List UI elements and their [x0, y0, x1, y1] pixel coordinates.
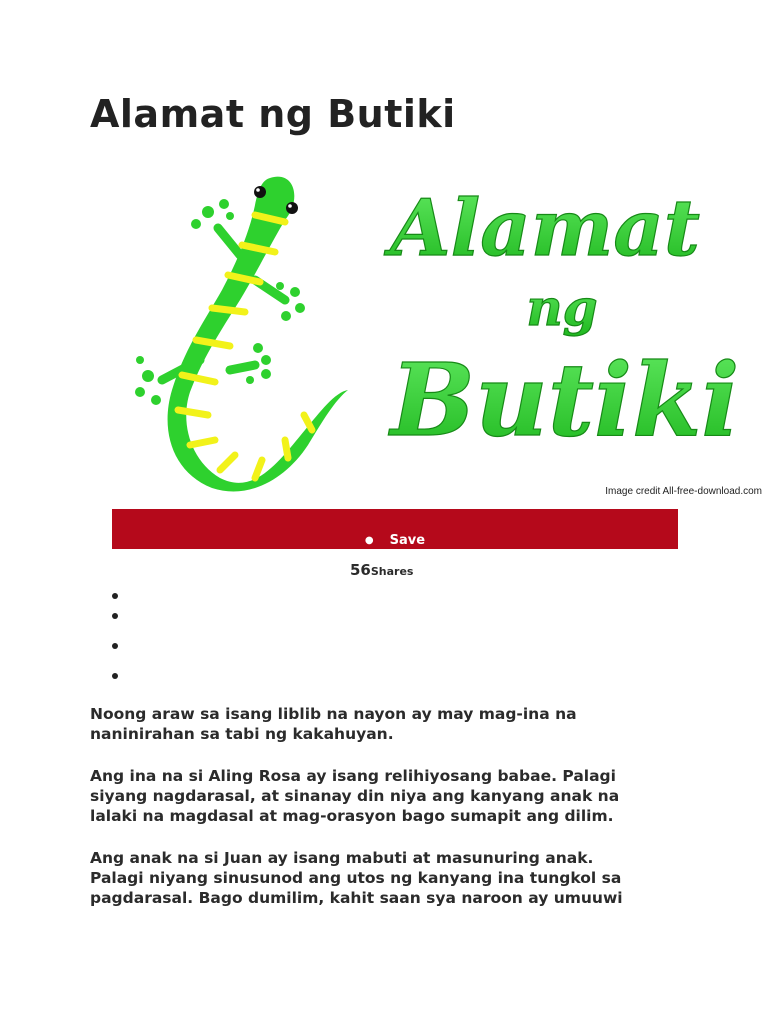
- share-count: [350, 560, 413, 579]
- share-link-bullet[interactable]: [112, 613, 118, 619]
- banner-title-line3: Butiki: [390, 341, 740, 459]
- bullet-icon: ●: [364, 534, 374, 546]
- share-count-label: Shares: [370, 565, 414, 578]
- share-link-bullet[interactable]: [112, 673, 118, 679]
- share-bar: [112, 509, 678, 549]
- share-count-number: 56: [350, 561, 371, 579]
- gecko-illustration: [90, 160, 768, 505]
- paragraph-line: Palagi niyang sinusunod ang utos ng kanyang ina tungkol sa: [90, 869, 622, 887]
- page-title: Alamat ng Butiki: [90, 92, 456, 136]
- paragraph-line: pagdarasal. Bago dumilim, kahit saan sya naroon ay umuuwi: [90, 889, 623, 907]
- banner-title-line2: ng: [526, 278, 598, 337]
- hero-image: [90, 160, 768, 505]
- share-link-bullet[interactable]: [112, 593, 118, 599]
- share-link-bullet[interactable]: [112, 643, 118, 649]
- story-paragraph: [90, 766, 690, 826]
- paragraph-line: lalaki na magdasal at mag-orasyon bago sumapit ang dilim.: [90, 807, 614, 825]
- paragraph-line: Noong araw sa isang liblib na nayon ay may mag-ina na: [90, 705, 577, 723]
- banner-title-line1: Alamat: [390, 183, 700, 274]
- gecko-icon: [135, 177, 348, 492]
- story-paragraph: [90, 848, 690, 908]
- save-label: Save: [389, 532, 426, 548]
- paragraph-line: Ang anak na si Juan ay isang mabuti at masunuring anak.: [90, 849, 594, 867]
- story-paragraph: [90, 704, 690, 744]
- save-button[interactable]: [365, 533, 425, 548]
- paragraph-line: naninirahan sa tabi ng kakahuyan.: [90, 725, 394, 743]
- paragraph-line: siyang nagdarasal, at sinanay din niya ang kanyang anak na: [90, 787, 620, 805]
- paragraph-line: Ang ina na si Aling Rosa ay isang relihiyosang babae. Palagi: [90, 767, 616, 785]
- image-credit: Image credit All-free-download.com: [605, 486, 762, 497]
